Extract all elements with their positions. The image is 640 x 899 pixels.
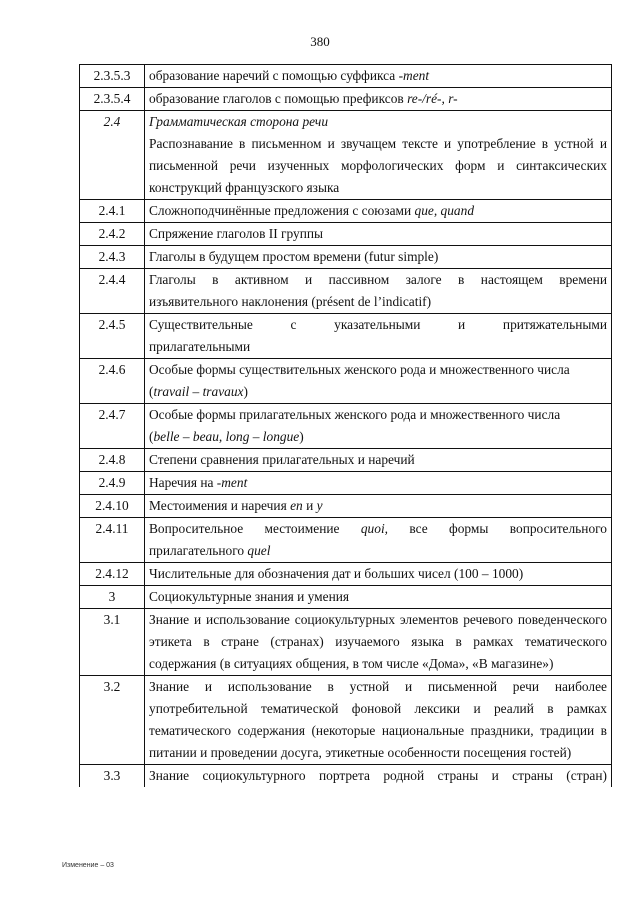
row-text: образование наречий с помощью суффикса -ment xyxy=(145,65,612,88)
row-text xyxy=(145,111,612,200)
row-text: Особые формы существительных женского рода и множественного числа (travail – travaux) xyxy=(145,359,612,404)
table-row xyxy=(80,269,612,314)
row-text: Знание и использование в устной и письменной речи наиболее употребительной тематической фоновой лексики и реалий в рамках тематического содержания (некоторые национальные праздники, традиции в питании и проведении досуга, этикетные особенности посещения гостей) xyxy=(145,676,612,765)
table-row xyxy=(80,65,612,88)
row-text: Спряжение глаголов II группы xyxy=(145,223,612,246)
row-text: Местоимения и наречия en и y xyxy=(145,495,612,518)
table-row xyxy=(80,223,612,246)
section-description: Распознавание в письменном и звучащем тексте и употребление в устной и письменной речи изученных морфологических форм и синтаксических конструкций французского языка xyxy=(149,136,607,195)
row-number: 2.4.7 xyxy=(80,404,145,449)
row-text: Вопросительное местоимение quoi, все формы вопросительного прилагательного quel xyxy=(145,518,612,563)
row-number: 2.3.5.3 xyxy=(80,65,145,88)
row-number: 2.4.8 xyxy=(80,449,145,472)
row-number: 2.4.1 xyxy=(80,200,145,223)
curriculum-table xyxy=(79,64,612,787)
row-text: Наречия на -ment xyxy=(145,472,612,495)
table-row xyxy=(80,472,612,495)
row-text: Особые формы прилагательных женского рода и множественного числа (belle – beau, long – longue) xyxy=(145,404,612,449)
table-row xyxy=(80,314,612,359)
row-number: 2.4.9 xyxy=(80,472,145,495)
row-number: 2.3.5.4 xyxy=(80,88,145,111)
table-row xyxy=(80,609,612,676)
row-text: Социокультурные знания и умения xyxy=(145,586,612,609)
footer-revision: Изменение – 03 xyxy=(62,862,114,869)
row-number: 2.4.10 xyxy=(80,495,145,518)
page-number: 380 xyxy=(310,34,330,49)
row-number: 3.2 xyxy=(80,676,145,765)
row-number: 2.4.6 xyxy=(80,359,145,404)
row-text: образование глаголов с помощью префиксов re-/ré-, r- xyxy=(145,88,612,111)
row-text: Знание и использование социокультурных элементов речевого поведенческого этикета в стране (странах) изучаемого языка в рамках тематического содержания (в ситуациях общения, в том числе «Дома», «В магазине») xyxy=(145,609,612,676)
row-text: Сложноподчинённые предложения с союзами que, quand xyxy=(145,200,612,223)
table-row xyxy=(80,246,612,269)
table-row xyxy=(80,449,612,472)
table-row xyxy=(80,586,612,609)
table-row xyxy=(80,404,612,449)
row-number: 3.3 xyxy=(80,765,145,788)
table-row xyxy=(80,676,612,765)
table-row xyxy=(80,518,612,563)
table-row xyxy=(80,563,612,586)
row-text: Глаголы в будущем простом времени (futur simple) xyxy=(145,246,612,269)
table-row xyxy=(80,765,612,788)
table-row xyxy=(80,359,612,404)
section-title: Грамматическая сторона речи xyxy=(149,114,329,129)
row-text: Глаголы в активном и пассивном залоге в настоящем времени изъявительного наклонения (présent de l’indicatif) xyxy=(145,269,612,314)
table-row xyxy=(80,495,612,518)
row-text: Знание социокультурного портрета родной страны и страны (стран) xyxy=(145,765,612,788)
row-number: 2.4.4 xyxy=(80,269,145,314)
row-text: Числительные для обозначения дат и больших чисел (100 – 1000) xyxy=(145,563,612,586)
row-number: 2.4.3 xyxy=(80,246,145,269)
table-row xyxy=(80,200,612,223)
row-number: 2.4.5 xyxy=(80,314,145,359)
row-text: Существительные с указательными и притяжательными прилагательными xyxy=(145,314,612,359)
row-number: 3.1 xyxy=(80,609,145,676)
table-row xyxy=(80,111,612,200)
row-number: 2.4.12 xyxy=(80,563,145,586)
row-number: 3 xyxy=(80,586,145,609)
row-text: Степени сравнения прилагательных и наречий xyxy=(145,449,612,472)
row-number: 2.4.2 xyxy=(80,223,145,246)
table-row xyxy=(80,88,612,111)
row-number: 2.4 xyxy=(80,111,145,200)
row-number: 2.4.11 xyxy=(80,518,145,563)
